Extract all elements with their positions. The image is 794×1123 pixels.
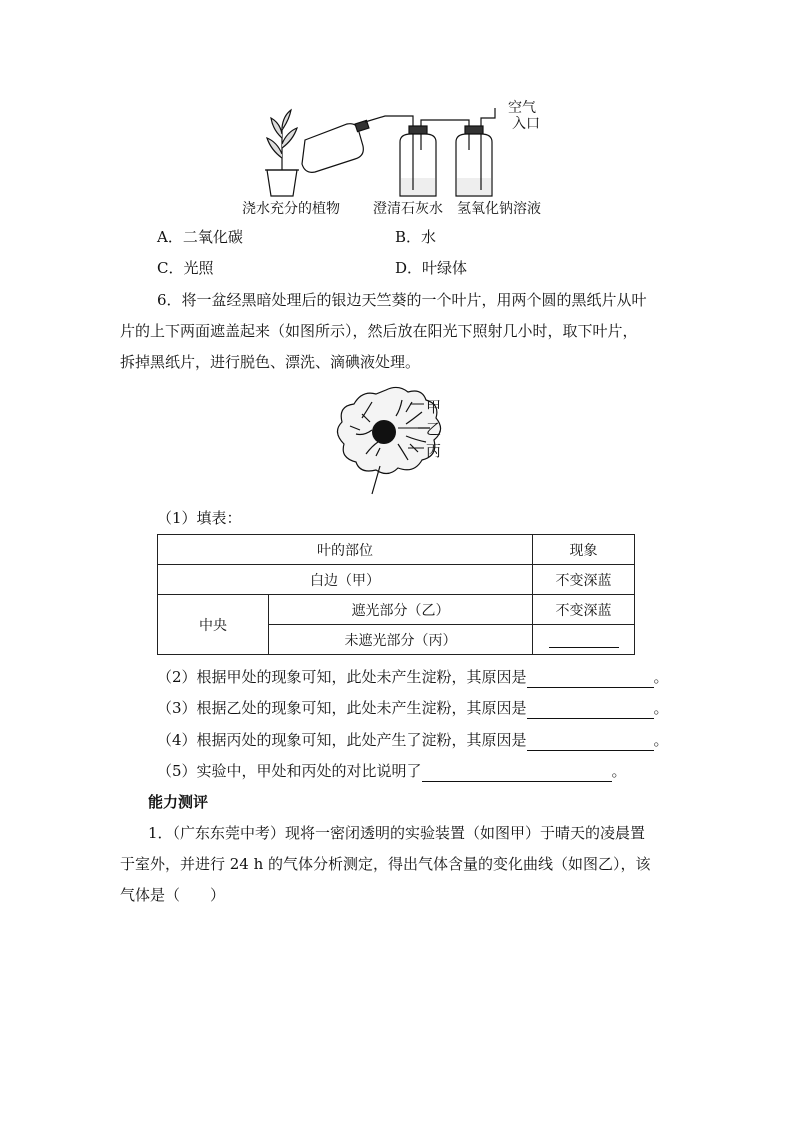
answer-blank-2[interactable] (527, 669, 654, 688)
q6-line1: 6．将一盆经黑暗处理后的银边天竺葵的一个叶片，用两个圆的黑纸片从叶 (157, 291, 647, 309)
leaf-figure (326, 382, 466, 498)
section-title: 能力测评 (148, 793, 209, 811)
label-yi: 乙 (426, 420, 442, 438)
header-part: 叶的部位 (158, 535, 533, 565)
center-label: 中央 (158, 595, 269, 655)
answer-blank-4[interactable] (527, 732, 654, 751)
limewater-bottle (400, 126, 436, 196)
option-a: A．二氧化碳 (157, 228, 243, 246)
pour-bottle (302, 120, 369, 172)
naoh-caption: 氢氧化钠溶液 (457, 201, 541, 217)
row3-part: 未遮光部分（丙） (269, 625, 533, 655)
question-4: （4）根据丙处的现象可知，此处产生了淀粉，其原因是 。 (157, 731, 669, 749)
result-table (157, 534, 635, 655)
table-intro: （1）填表： (157, 509, 242, 527)
option-b: B．水 (395, 228, 437, 246)
air-inlet-label: 空气 入口 (508, 100, 540, 132)
label-jia: 甲 (426, 398, 442, 416)
plant-illustration (265, 110, 299, 196)
row1-part: 白边（甲） (158, 565, 533, 595)
table-header-row (158, 535, 635, 565)
p1-line1: 1．（广东东莞中考）现将一密闭透明的实验装置（如图甲）于晴天的凌晨置 (148, 824, 646, 842)
table-row (158, 595, 635, 625)
limewater-caption: 澄清石灰水 (373, 201, 443, 217)
p1-line3: 气体是（ ） (120, 886, 226, 904)
row2-result: 不变深蓝 (533, 595, 635, 625)
question-3: （3）根据乙处的现象可知，此处未产生淀粉，其原因是 。 (157, 699, 669, 717)
p1-line2: 于室外，并进行 24 h 的气体分析测定，得出气体含量的变化曲线（如图乙），该 (120, 855, 651, 873)
plant-caption: 浇水充分的植物 (242, 201, 340, 217)
row3-result[interactable] (533, 625, 635, 655)
header-phenomenon: 现象 (533, 535, 635, 565)
naoh-bottle (456, 126, 492, 196)
row1-result: 不变深蓝 (533, 565, 635, 595)
row2-part: 遮光部分（乙） (269, 595, 533, 625)
q6-line3: 拆掉黑纸片，进行脱色、漂洗、滴碘液处理。 (120, 353, 421, 371)
answer-blank-3[interactable] (527, 700, 654, 719)
question-5: （5）实验中，甲处和丙处的对比说明了 。 (157, 762, 627, 780)
q6-line2: 片的上下两面遮盖起来（如图所示），然后放在阳光下照射几小时，取下叶片， (120, 322, 638, 340)
answer-blank-5[interactable] (422, 763, 612, 782)
question-2: （2）根据甲处的现象可知，此处未产生淀粉，其原因是 。 (157, 668, 669, 686)
option-d: D．叶绿体 (395, 259, 468, 277)
option-c: C．光照 (157, 259, 214, 277)
label-bing: 丙 (426, 442, 442, 460)
table-row (158, 565, 635, 595)
